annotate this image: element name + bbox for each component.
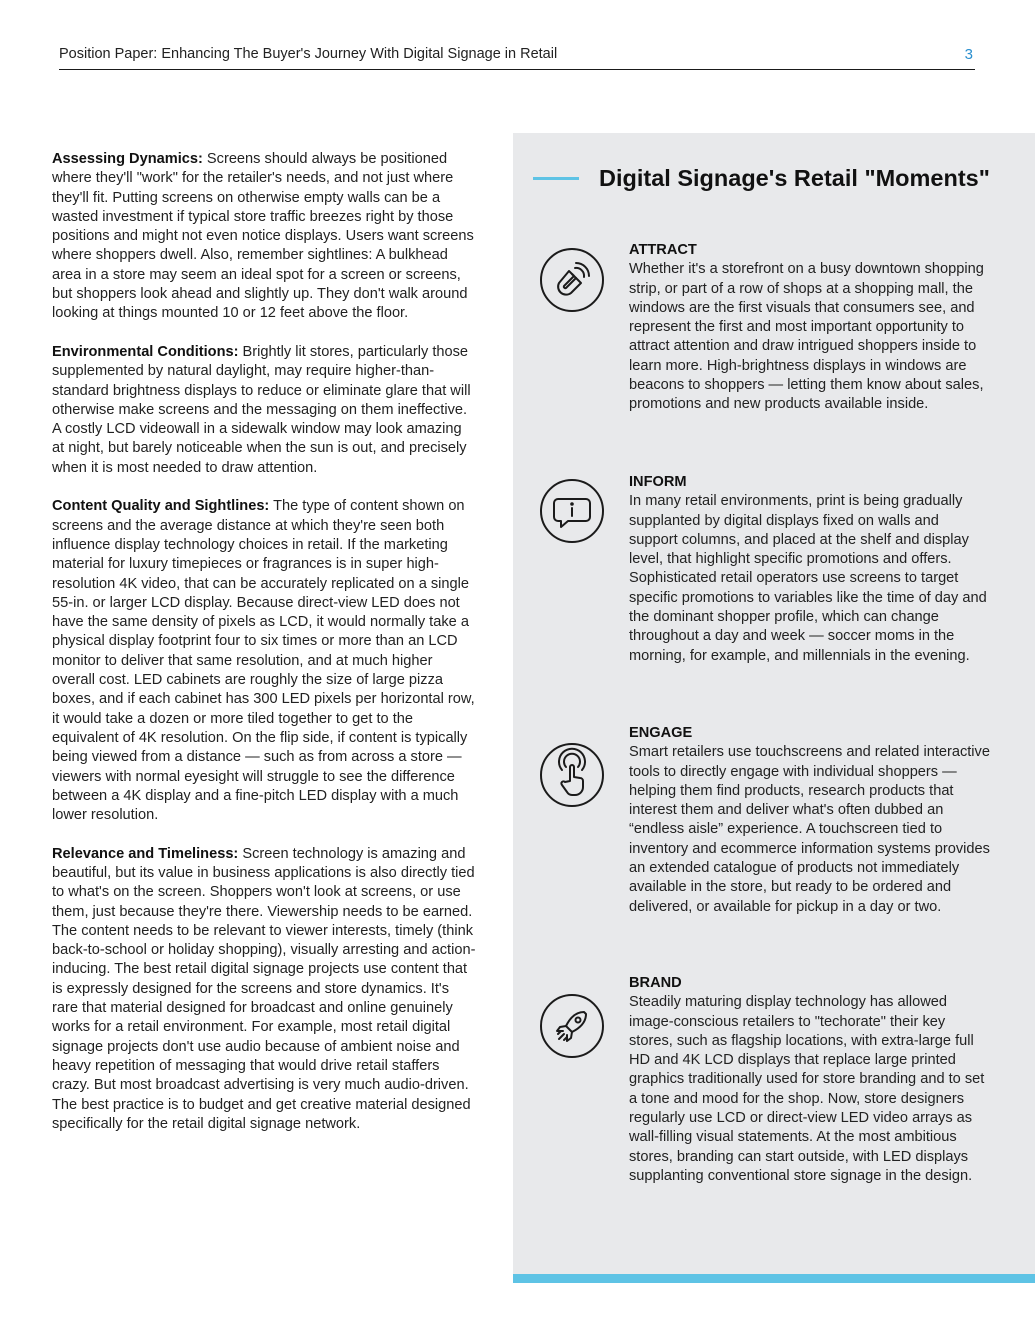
paragraph-body: Brightly lit stores, particularly those supplemented by natural daylight, may require higher-than-standard brightness displays to reduce or eliminate glare that will otherwise make screens and the messaging on them ineffective. A costly LCD videowall in a sidewalk window may look amazing at night, but barely noticeable when the sun is out, and precisely when it is most needed to draw attention. — [52, 343, 471, 476]
paragraph-body: Screen technology is amazing and beautiful, but its value in business applications is also directly tied to what's on the screen. Shoppers won't look at screens, or use them, just because they're there. Viewership needs to be earned. The content needs to be relevant to viewer interests, timely (think back-to-school or holiday shopping), visually arresting and action-inducing. The best retail digital signage projects use content that is expressly designed for the screens and store dynamics. It's rare that material designed for broadcast and online genuinely works for a retail environment. For example, most retail digital signage projects don't use audio because of ambient noise and heavy repetition of messaging that would drive retail staffers crazy. But most broadcast advertising is very much audio-driven. The best practice is to budget and get creative material designed specifically for the retail digital signage network. — [52, 845, 476, 1132]
info-chat-icon — [540, 479, 604, 543]
paragraph-heading: Content Quality and Sightlines: — [52, 498, 270, 515]
page-number: 3 — [964, 46, 973, 63]
moment-body: Smart retailers use touchscreens and related interactive tools to directly engage with individual shoppers — helping them find products, research products that interest them and deliver what's often dubbed an “endless aisle” experience. A touchscreen tied to inventory and ecommerce information systems provides an extended catalogue of products not immediately available in the store, but ready to be ordered and delivered, or available for pickup in a day or two. — [629, 744, 990, 915]
rocket-icon — [540, 994, 604, 1058]
paragraph-heading: Environmental Conditions: — [52, 343, 239, 360]
moment-body: Steadily maturing display technology has allowed image-conscious retailers to "techorate" their key stores, such as flagship locations, with extra-large full HD and 4K LCD displays that replace large printed graphics traditionally used for store branding and to set a tone and mood for the shop. Now, store designers regularly use LCD or direct-view LED video arrays as wall-filling visual statements. At the most ambitious stores, branding can start outside, with LED displays supplanting conventional store signage in the design. — [629, 994, 985, 1184]
touch-hand-icon — [540, 743, 604, 807]
paragraph-heading: Assessing Dynamics: — [52, 151, 203, 167]
paragraph-assessing-dynamics — [52, 150, 476, 324]
moment-body: Whether it's a storefront on a busy downtown shopping strip, or part of a row of shops at a shopping mall, the windows are the first visuals that consumers see, and represent the first and most important opportunity to attract attention and draw intrigued shoppers inside to learn more. High-brightness displays in windows are beacons to shoppers — letting them know about sales, promotions and new products available inside. — [629, 261, 984, 413]
moment-body: In many retail environments, print is being gradually supplanted by digital displays fixed on walls and support columns, and placed at the shelf and display level, that highlight specific promotions and offers. Sophisticated retail operators use screens to target specific promotions to variables like the time of day and the dominant shopper profile, which can change throughout a day and week — soccer moms in the morning, for example, and millennials in the evening. — [629, 493, 987, 664]
paragraph-content-quality — [52, 497, 476, 825]
moment-heading: ATTRACT — [629, 242, 697, 258]
paragraph-environmental-conditions — [52, 343, 476, 478]
paragraph-body: Screens should always be positioned where they'll "work" for the retailer's needs, and not just where they'll fit. Putting screens on otherwise empty walls can be a wasted investment if typical store traffic breezes right by those positions and might not even notice displays. Users want screens where shoppers dwell. Also, remember sightlines: A bulkhead area in a store may seem an ideal spot for a screen or screens, but shoppers look ahead and slightly up. They don't walk around looking at things mounted 10 or 12 feet above the floor. — [52, 151, 474, 322]
moments-sidebar — [513, 133, 1035, 1274]
moment-text — [629, 241, 991, 415]
document-title: Position Paper: Enhancing The Buyer's Journey With Digital Signage in Retail — [59, 46, 558, 62]
moment-text — [629, 473, 991, 666]
moment-heading: INFORM — [629, 474, 687, 490]
paragraph-body: The type of content shown on screens and the average distance at which they're seen both influence display technology choices in retail. If the marketing material for luxury timepieces or fragrances is in super high-resolution 4K video, that can be accurately replicated on a single 55-in. or larger LCD display. Because direct-view LED does not have the same density of pixels as LCD, it would normally take a physical display footprint four to six times or more than an LCD monitor to deliver that same resolution, and at much higher overall cost. LED cabinets are roughly the size of large pizza boxes, and if each cabinet has 300 LED pixels per horizontal row, it would take a dozen or more tiled together to get to the equivalent of 4K resolution. On the flip side, if content is typically being viewed from a distance — such as from across a store — viewers with normal eyesight will struggle to see the difference between a 4K display and a fine-pitch LED display with a much lower resolution. — [52, 498, 475, 824]
paragraph-relevance-timeliness — [52, 845, 476, 1134]
moment-heading: BRAND — [629, 975, 682, 991]
moment-text — [629, 724, 991, 917]
sidebar-bottom-bar — [513, 1274, 1035, 1283]
sidebar-title: Digital Signage's Retail "Moments" — [599, 165, 990, 191]
body-column — [52, 150, 476, 1153]
running-header — [59, 44, 975, 70]
magnet-icon — [540, 248, 604, 312]
moment-heading: ENGAGE — [629, 725, 693, 741]
moment-text — [629, 974, 991, 1186]
accent-line — [533, 177, 579, 180]
paragraph-heading: Relevance and Timeliness: — [52, 845, 239, 862]
